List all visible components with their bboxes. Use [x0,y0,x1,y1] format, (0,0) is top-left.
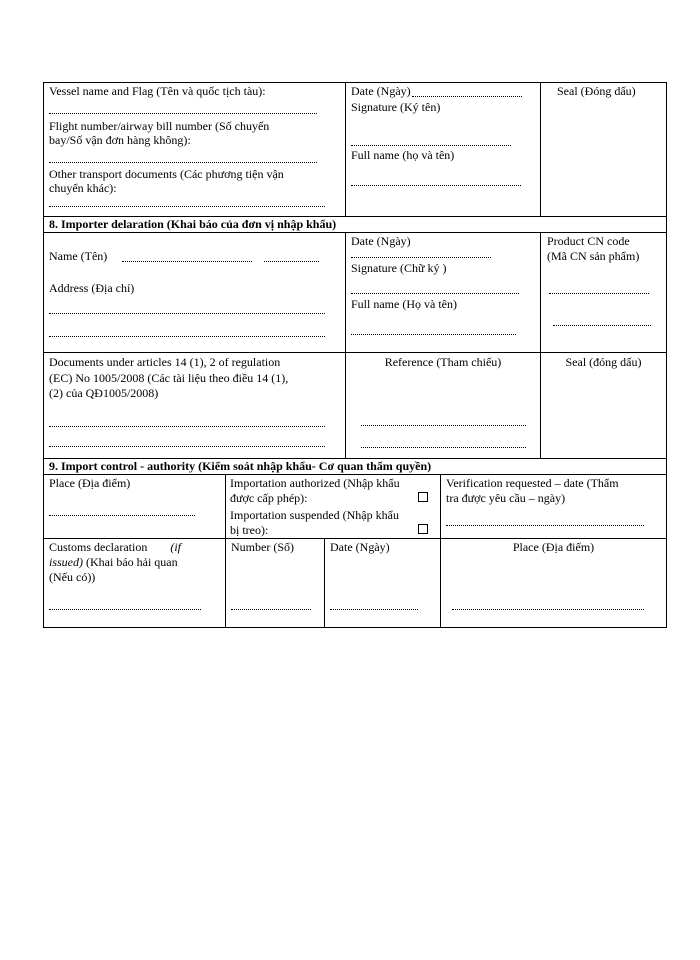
s9-place-label: Place (Địa điểm) [49,476,131,490]
suspended-label-2: bị treo): [230,523,269,537]
verification-date-input[interactable] [446,525,644,526]
border-right [666,82,667,628]
customs-label-line-2 [49,555,178,570]
divider-s8-col1 [345,232,346,458]
divider-s8-row2 [43,352,667,353]
number-label: Number (Số) [231,540,294,554]
border-top [43,82,667,83]
reference-label: Reference (Tham chiếu) [384,355,502,369]
border-bottom [43,627,667,628]
suspended-checkbox[interactable] [418,524,428,534]
other-docs-label-2: chuyển khác): [49,181,117,195]
s9-date-label: Date (Ngày) [330,540,390,554]
documents-label-1: Documents under articles 14 (1), 2 of regulation [49,355,281,369]
s7-signature-label: Signature (Ký tên) [351,100,441,114]
s7-fullname-label: Full name (họ và tên) [351,148,455,162]
importer-name-input[interactable] [122,261,252,262]
customs-label-1-italic: (if [170,540,181,554]
reference-input-1[interactable] [361,425,526,426]
s8-seal-label: Seal (đóng dấu) [565,355,642,369]
flight-input[interactable] [49,162,317,163]
customs-label-line-1 [49,540,181,555]
vessel-label: Vessel name and Flag (Tên và quốc tịch tàu): [49,84,266,98]
divider-s7-col1 [345,82,346,216]
flight-label-2: bay/Số vận đơn hàng không): [49,133,191,147]
authorized-checkbox[interactable] [418,492,428,502]
s8-fullname-label: Full name (Họ và tên) [351,297,457,311]
s7-date-input[interactable] [412,96,522,97]
customs-label-line-3: (Nếu có)) [49,570,96,584]
customs-declaration-input[interactable] [49,609,201,610]
s8-date-label: Date (Ngày) [351,234,411,248]
product-cn-label-1: Product CN code [547,234,630,248]
divider-s8-header-bottom [43,232,667,233]
product-cn-label-2: (Mã CN sản phẩm) [547,249,640,263]
reference-input-2[interactable] [361,447,526,448]
divider-s8-col2 [540,232,541,458]
s8-signature-input[interactable] [351,293,519,294]
vessel-input[interactable] [49,113,317,114]
section-8-header: 8. Importer delaration (Khai báo của đơn vị nhập khẩu) [49,217,337,231]
product-cn-input-1[interactable] [549,293,649,294]
other-docs-label-1: Other transport documents (Các phương tiện vận [49,167,284,181]
verification-label-2: tra được yêu cầu – ngày) [446,491,566,505]
verification-label-1: Verification requested – date (Thẩm [446,476,619,490]
divider-s9-row2 [43,538,667,539]
other-docs-input[interactable] [49,206,325,207]
s7-seal-label: Seal (Đóng dấu) [557,84,636,98]
flight-label-1: Flight number/airway bill number (Số chuyến [49,119,270,133]
divider-s7-col2 [540,82,541,216]
s9-date-input[interactable] [330,609,418,610]
section-9-header: 9. Import control - authority (Kiểm soát nhập khẩu- Cơ quan thẩm quyền) [49,459,432,473]
suspended-label-1: Importation suspended (Nhập khẩu [230,508,399,522]
documents-input-1[interactable] [49,426,325,427]
product-cn-input-2[interactable] [553,325,651,326]
s9-place-label-2: Place (Địa điểm) [512,540,595,554]
s7-signature-input[interactable] [351,145,511,146]
divider-s9-col1 [225,474,226,627]
s9-place-input-2[interactable] [452,609,644,610]
s8-date-input[interactable] [351,257,491,258]
divider-s9-col-number [324,538,325,627]
customs-label-2-italic: issued) [49,555,83,569]
documents-label-3: (2) của QĐ1005/2008) [49,386,159,400]
authorized-label-1: Importation authorized (Nhập khẩu [230,476,400,490]
documents-label-2: (EC) No 1005/2008 (Các tài liệu theo điều 14 (1), [49,371,289,385]
border-left [43,82,44,628]
importer-address-input-1[interactable] [49,313,325,314]
documents-input-2[interactable] [49,446,325,447]
s8-signature-label: Signature (Chữ ký ) [351,261,447,275]
divider-s9-header-bottom [43,474,667,475]
s7-fullname-input[interactable] [351,185,521,186]
customs-label-2: (Khai báo hải quan [86,555,178,569]
s8-fullname-input[interactable] [351,334,516,335]
importer-name-label: Name (Tên) [49,249,108,263]
s9-place-input[interactable] [49,515,195,516]
importer-name-input-2[interactable] [264,261,319,262]
authorized-label-2: được cấp phép): [230,491,308,505]
s7-date-label: Date (Ngày) [351,84,411,98]
importer-address-input-2[interactable] [49,336,325,337]
customs-label-1: Customs declaration [49,540,148,554]
importer-address-label: Address (Địa chỉ) [49,281,135,295]
number-input[interactable] [231,609,311,610]
